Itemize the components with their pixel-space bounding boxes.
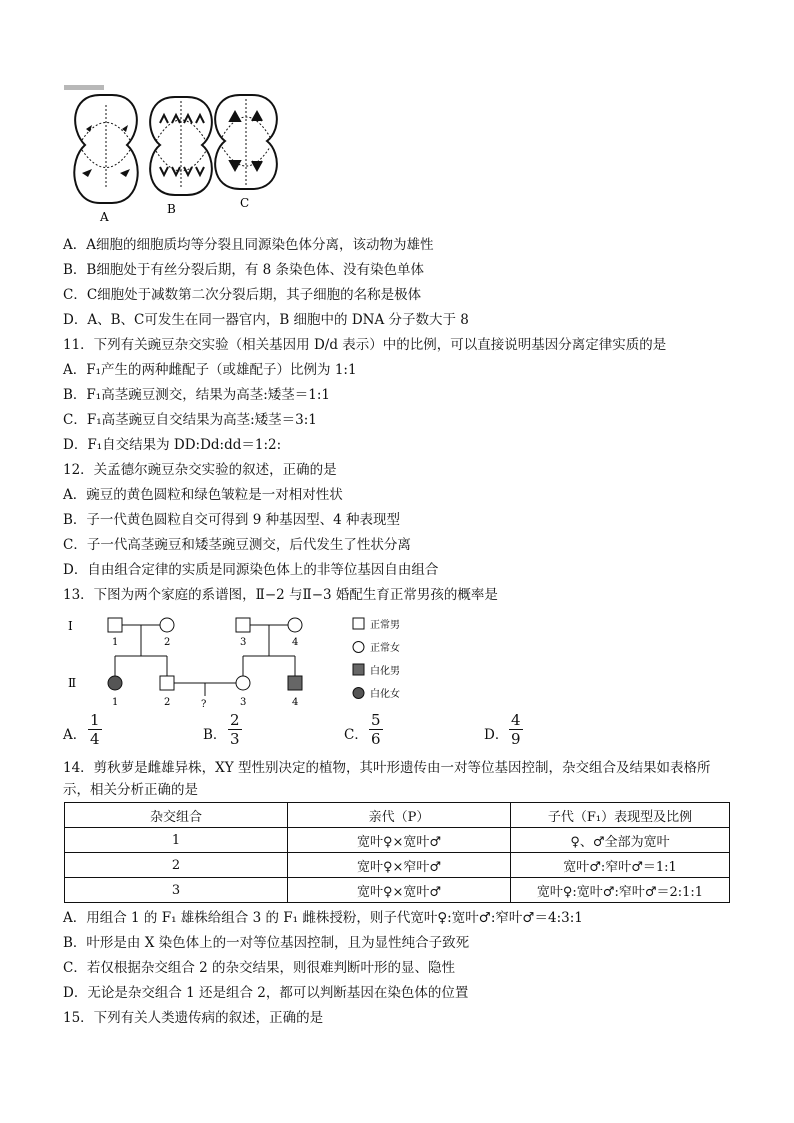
svg-text:2: 2 [164, 697, 171, 708]
q12-option-b: B．子一代黄色圆粒自交可得到 9 种基因型、4 种表现型 [63, 512, 400, 528]
table-row [65, 853, 730, 878]
svg-text:白化男: 白化男 [370, 666, 400, 677]
table-cell: 2 [65, 853, 288, 878]
q12-option-d: D．自由组合定律的实质是同源染色体上的非等位基因自由组合 [63, 562, 439, 578]
q13-option-d-label: D． [484, 727, 509, 743]
svg-text:2: 2 [164, 637, 171, 648]
table-cell: 宽叶♀:宽叶♂:窄叶♂＝2:1:1 [511, 878, 730, 903]
q14-option-d: D．无论是杂交组合 1 还是组合 2，都可以判断基因在染色体的位置 [63, 985, 469, 1001]
ii1-albino-female [108, 676, 122, 690]
table-cell: 宽叶♀×宽叶♂ [288, 878, 511, 903]
q14-stem-line2: 示，相关分析正确的是 [63, 782, 198, 798]
ii3-normal-female [236, 676, 250, 690]
q11-stem: 11．下列有关豌豆杂交实验（相关基因用 D/d 表示）中的比例，可以直接说明基因分离定律实质的是 [63, 337, 667, 353]
q11-option-b: B．F₁高茎豌豆测交，结果为高茎:矮茎＝1:1 [63, 387, 330, 403]
table-header: 杂交组合 [65, 803, 288, 828]
q15-stem: 15．下列有关人类遗传病的叙述，正确的是 [63, 1010, 324, 1026]
cell-c-label: C [240, 196, 250, 210]
q13-option-c-label: C． [344, 727, 368, 743]
q13-option-b-fraction: $\frac{2}{3}$ [230, 711, 240, 748]
table-cell: 宽叶♂:窄叶♂＝1:1 [511, 853, 730, 878]
q11-option-d: D．F₁自交结果为 DD:Dd:dd＝1:2: [63, 437, 282, 453]
q14-table [64, 802, 730, 903]
table-header-row [65, 803, 730, 828]
table-row [65, 878, 730, 903]
q10-option-d: D．A、B、C可发生在同一器官内，B 细胞中的 DNA 分子数大于 8 [63, 312, 469, 328]
unknown-offspring: ? [201, 699, 207, 710]
q13-option-a-label: A． [63, 727, 87, 743]
q14-option-b: B．叶形是由 X 染色体上的一对等位基因控制，且为显性纯合子致死 [63, 935, 470, 951]
svg-text:正常男: 正常男 [370, 620, 400, 631]
cell-c [215, 95, 277, 210]
table-cell: 1 [65, 828, 288, 853]
q10-option-a: A．A细胞的细胞质均等分裂且同源染色体分离，该动物为雄性 [63, 237, 434, 253]
i2-normal-female [160, 618, 174, 632]
svg-text:3: 3 [240, 637, 247, 648]
ii2-normal-male [160, 676, 174, 690]
cell-b-label: B [167, 202, 176, 216]
i1-normal-male [108, 618, 122, 632]
ii4-albino-male [288, 676, 302, 690]
gen-label-1: Ⅰ [68, 619, 73, 633]
gen-label-2: Ⅱ [68, 676, 77, 690]
q13-option-b-label: B． [203, 727, 227, 743]
table-header: 子代（F₁）表现型及比例 [511, 803, 730, 828]
q14-stem-line1: 14．剪秋萝是雌雄异株，XY 型性别决定的植物，其叶形遗传由一对等位基因控制，杂交组合及结果如表格所 [63, 760, 711, 776]
cell-a-label: A [100, 210, 109, 224]
cell-a [74, 95, 137, 224]
svg-text:1: 1 [112, 697, 119, 708]
table-row [65, 828, 730, 853]
q12-stem: 12．关孟德尔豌豆杂交实验的叙述，正确的是 [63, 462, 337, 478]
pedigree-chart [60, 610, 440, 710]
q12-option-a: A．豌豆的黄色圆粒和绿色皱粒是一对相对性状 [63, 487, 343, 503]
q13-option-c-fraction: $\frac{5}{6}$ [371, 711, 381, 748]
i3-normal-male [236, 618, 250, 632]
q14-option-c: C．若仅根据杂交组合 2 的杂交结果，则很难判断叶形的显、隐性 [63, 960, 456, 976]
table-cell: ♀、♂全部为宽叶 [511, 828, 730, 853]
q13-option-d-fraction: $\frac{4}{9}$ [511, 711, 521, 748]
pedigree-legend [353, 618, 400, 700]
q10-option-b: B．B细胞处于有丝分裂后期，有 8 条染色体、没有染色单体 [63, 262, 425, 278]
q13-stem: 13．下图为两个家庭的系谱图，Ⅱ−2 与Ⅱ−3 婚配生育正常男孩的概率是 [63, 587, 498, 603]
svg-text:4: 4 [292, 637, 299, 648]
i4-normal-female [288, 618, 302, 632]
q11-option-c: C．F₁高茎豌豆自交结果为高茎:矮茎＝3:1 [63, 412, 317, 428]
svg-text:白化女: 白化女 [370, 689, 400, 700]
q13-option-a-fraction: $\frac{1}{4}$ [90, 711, 100, 748]
cell-b [150, 97, 212, 216]
svg-text:4: 4 [292, 697, 299, 708]
q10-option-c: C．C细胞处于减数第二次分裂后期，其子细胞的名称是极体 [63, 287, 422, 303]
q14-option-a: A．用组合 1 的 F₁ 雄株给组合 3 的 F₁ 雌株授粉，则子代宽叶♀:宽叶♂:窄叶♂＝4:3:1 [63, 910, 583, 926]
q12-option-c: C．子一代高茎豌豆和矮茎豌豆测交，后代发生了性状分离 [63, 537, 411, 553]
q11-option-a: A．F₁产生的两种雌配子（或雄配子）比例为 1:1 [63, 362, 357, 378]
table-cell: 宽叶♀×宽叶♂ [288, 828, 511, 853]
table-cell: 3 [65, 878, 288, 903]
svg-text:正常女: 正常女 [370, 643, 400, 654]
svg-text:1: 1 [112, 637, 119, 648]
table-cell: 宽叶♀×窄叶♂ [288, 853, 511, 878]
table-header: 亲代（P） [288, 803, 511, 828]
svg-text:3: 3 [240, 697, 247, 708]
cell-division-figure [60, 85, 290, 225]
